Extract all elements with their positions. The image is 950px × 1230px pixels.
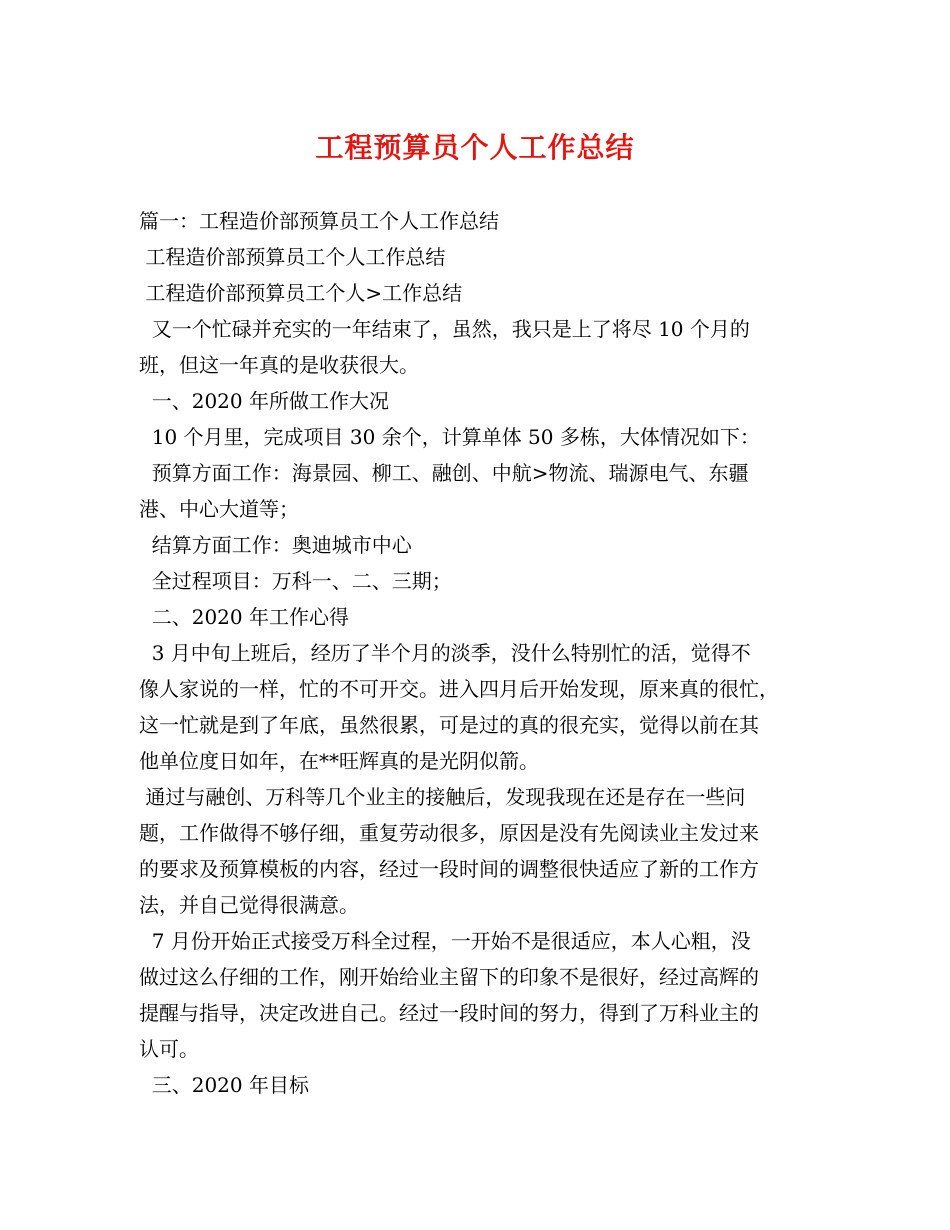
body-line: 又一个忙碌并充实的一年结束了，虽然，我只是上了将尽 10 个月的 [139, 317, 750, 341]
body-line: 全过程项目：万科一、二、三期； [139, 569, 452, 593]
body-line: 这一忙就是到了年底，虽然很累，可是过的真的很充实，觉得以前在其 [139, 713, 759, 737]
body-line: 通过与融创、万科等几个业主的接触后，发现我现在还是存在一些问 [139, 785, 746, 809]
body-line: 班，但这一年真的是收获很大。 [139, 353, 419, 377]
document-body [139, 203, 819, 1103]
body-line: 预算方面工作：海景园、柳工、融创、中航>物流、瑞源电气、东疆 [139, 461, 749, 485]
body-line: 法，并自己觉得很满意。 [139, 893, 359, 917]
body-line: 三、2020 年目标 [139, 1073, 309, 1097]
body-line: 像人家说的一样，忙的不可开交。进入四月后开始发现，原来真的很忙， [139, 677, 779, 701]
body-line: 篇一：工程造价部预算员工个人工作总结 [139, 209, 499, 233]
body-line: 一、2020 年所做工作大况 [139, 389, 389, 413]
body-line: 工程造价部预算员工个人>工作总结 [139, 281, 463, 305]
body-line: 结算方面工作：奥迪城市中心 [139, 533, 412, 557]
body-line: 的要求及预算模板的内容，经过一段时间的调整很快适应了新的工作方 [139, 857, 759, 881]
body-line: 认可。 [139, 1037, 199, 1061]
body-line: 7 月份开始正式接受万科全过程，一开始不是很适应，本人心粗，没 [139, 929, 751, 953]
document-title: 工程预算员个人工作总结 [315, 131, 635, 164]
body-line: 提醒与指导，决定改进自己。经过一段时间的努力，得到了万科业主的 [139, 1001, 759, 1025]
body-line: 他单位度日如年，在**旺辉真的是光阴似箭。 [139, 749, 539, 773]
body-line: 工程造价部预算员工个人工作总结 [139, 245, 446, 269]
body-line: 10 个月里，完成项目 30 余个，计算单体 50 多栋，大体情况如下： [139, 425, 760, 449]
body-line: 做过这么仔细的工作，刚开始给业主留下的印象不是很好，经过高辉的 [139, 965, 759, 989]
body-line: 港、中心大道等； [139, 497, 299, 521]
body-line: 3 月中旬上班后，经历了半个月的淡季，没什么特别忙的活，觉得不 [139, 641, 751, 665]
body-line: 二、2020 年工作心得 [139, 605, 349, 629]
body-line: 题，工作做得不够仔细，重复劳动很多，原因是没有先阅读业主发过来 [139, 821, 759, 845]
